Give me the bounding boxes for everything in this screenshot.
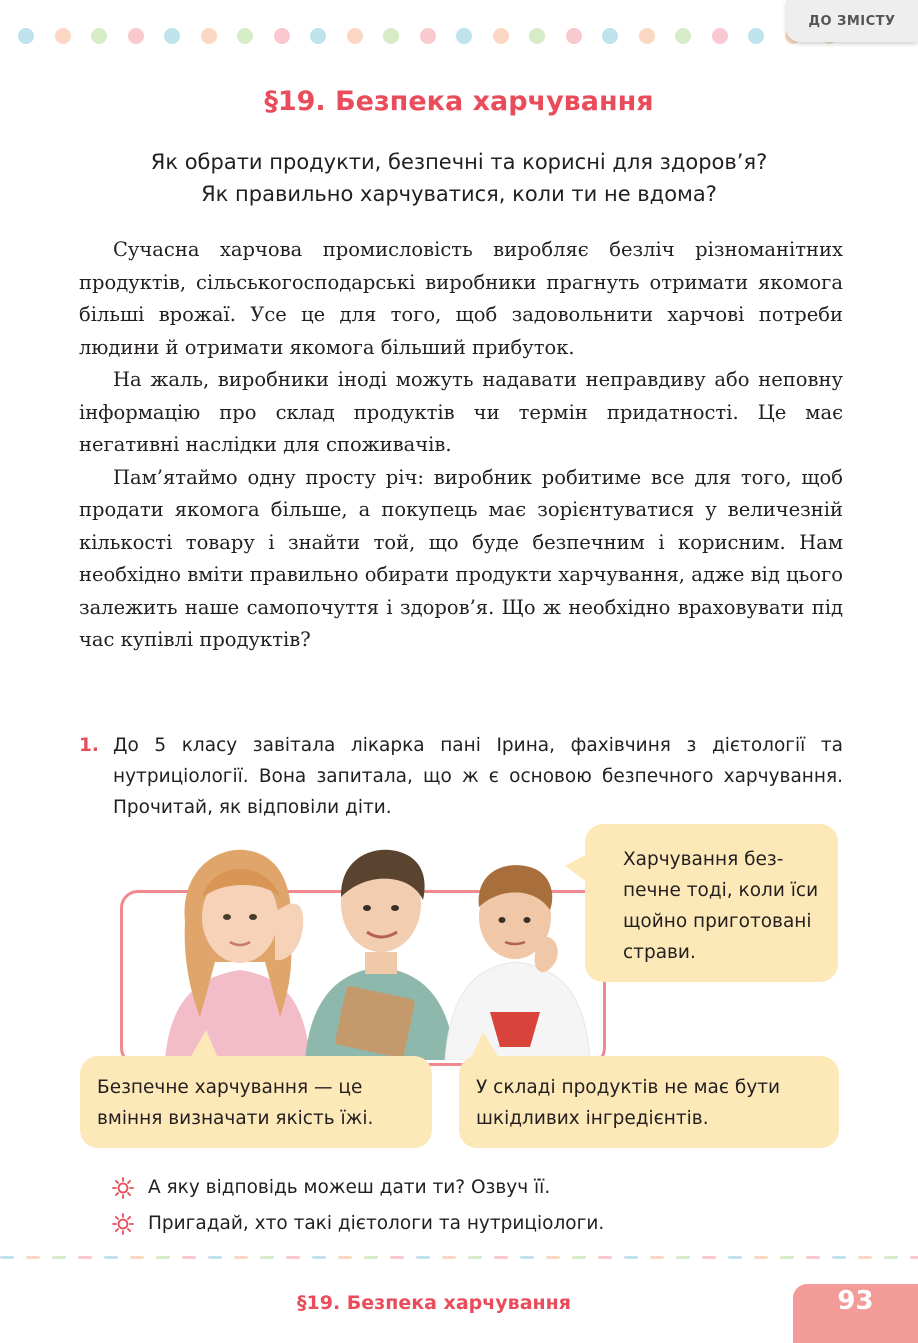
question-2: Як правильно харчуватися, коли ти не вдома? (201, 182, 717, 206)
divider-dash (208, 1256, 222, 1259)
divider-dash (286, 1256, 300, 1259)
task-text: До 5 класу завітала лікарка пані Ірина, фахівчиня з дієтології та нутриціології. Вона запитала, що ж є основою безпечного харчування. Прочитай, як відповіли діти. (113, 735, 843, 818)
paragraph-1: Сучасна харчова промисловість виробляє безліч різноманітних продуктів, сільськогосподарські виробники прагнуть отримати якомога більші врожаї. Усе це для того, щоб задовольнити харчові потреби людини й отримати якомога більший прибуток. (79, 238, 843, 359)
guiding-questions (60, 146, 858, 210)
decorative-dot (639, 28, 655, 44)
decorative-dot (529, 28, 545, 44)
page-number: 93 (793, 1284, 918, 1343)
divider-dash (156, 1256, 170, 1259)
divider-dash (780, 1256, 794, 1259)
divider-dash (494, 1256, 508, 1259)
divider-dash (728, 1256, 742, 1259)
page-title: §19. Безпека харчування (264, 86, 654, 117)
sun-icon (112, 1213, 134, 1235)
bullet-text: А яку відповідь можеш дати ти? Озвуч її. (148, 1177, 551, 1198)
bubble-right-text: Харчування безпечне тоді, коли їси щойно приготовані страви. (623, 849, 819, 963)
children-illustration (145, 842, 605, 1060)
divider-dash (468, 1256, 482, 1259)
bubble-middle-text: У складі продуктів не має бути шкідливих інгредієнтів. (476, 1077, 781, 1129)
divider-dash (0, 1256, 14, 1259)
decorative-dot-row (18, 28, 848, 48)
bullet-list (112, 1170, 852, 1242)
decorative-dot (675, 28, 691, 44)
paragraph-3: Пам’ятаймо одну просту річ: виробник робитиме все для того, щоб продати якомога більше, а покупець має зорієнтуватися у величезній кількості товару і знайти той, що буде безпечним і корисним. Нам необхідно вміти правильно обирати продукти харчування, адже від цього залежить наше самопочуття і здоров’я. Що ж необхідно враховувати під час купівлі продуктів? (79, 465, 843, 651)
divider-dash (910, 1256, 918, 1259)
decorative-dot (493, 28, 509, 44)
bubble-tail (190, 1030, 218, 1058)
divider-dash (520, 1256, 534, 1259)
divider-dash (546, 1256, 560, 1259)
decorative-dot (347, 28, 363, 44)
bubble-tail (565, 854, 587, 882)
sun-icon (112, 1177, 134, 1199)
bubble-left-text: Безпечне харчування — це вміння визначати якість їжі. (97, 1077, 374, 1129)
divider-dash (676, 1256, 690, 1259)
toc-link[interactable]: ДО ЗМІСТУ (786, 0, 918, 42)
divider-dash (130, 1256, 144, 1259)
divider-dash (806, 1256, 820, 1259)
divider-dash (832, 1256, 846, 1259)
divider-dash (416, 1256, 430, 1259)
divider-dash (52, 1256, 66, 1259)
divider-dash (702, 1256, 716, 1259)
decorative-dot (164, 28, 180, 44)
decorative-dot (18, 28, 34, 44)
decorative-dot (383, 28, 399, 44)
divider-dash (390, 1256, 404, 1259)
divider-dash (26, 1256, 40, 1259)
boy-right-figure (445, 865, 590, 1060)
divider-dash (260, 1256, 274, 1259)
speech-bubble-right (585, 824, 838, 982)
divider-dash (442, 1256, 456, 1259)
divider-dash (884, 1256, 898, 1259)
speech-bubble-middle (459, 1056, 839, 1148)
footer-divider (0, 1256, 918, 1260)
divider-dash (858, 1256, 872, 1259)
bubble-tail (471, 1032, 499, 1058)
decorative-dot (420, 28, 436, 44)
task-1 (79, 730, 843, 823)
decorative-dot (310, 28, 326, 44)
decorative-dot (566, 28, 582, 44)
divider-dash (78, 1256, 92, 1259)
decorative-dot (748, 28, 764, 44)
divider-dash (624, 1256, 638, 1259)
decorative-dot (55, 28, 71, 44)
decorative-dot (274, 28, 290, 44)
speech-bubble-left (80, 1056, 432, 1148)
main-text (79, 234, 843, 657)
bullet-text: Пригадай, хто такі дієтологи та нутриціологи. (148, 1213, 605, 1234)
divider-dash (234, 1256, 248, 1259)
boy-center-figure (305, 850, 455, 1060)
divider-dash (364, 1256, 378, 1259)
divider-dash (312, 1256, 326, 1259)
decorative-dot (456, 28, 472, 44)
decorative-dot (602, 28, 618, 44)
decorative-dot (91, 28, 107, 44)
list-item (112, 1206, 852, 1242)
question-1: Як обрати продукти, безпечні та корисні для здоров’я? (150, 150, 768, 174)
footer-title: §19. Безпека харчування (297, 1292, 571, 1314)
divider-dash (650, 1256, 664, 1259)
list-item (112, 1170, 852, 1206)
divider-dash (598, 1256, 612, 1259)
task-number: 1. (79, 735, 99, 756)
divider-dash (338, 1256, 352, 1259)
decorative-dot (201, 28, 217, 44)
paragraph-2: На жаль, виробники іноді можуть надавати неправдиву або неповну інформацію про склад продуктів чи термін придатності. Це має негативні наслідки для споживачів. (79, 368, 843, 456)
divider-dash (104, 1256, 118, 1259)
girl-figure (165, 850, 310, 1060)
decorative-dot (712, 28, 728, 44)
decorative-dot (128, 28, 144, 44)
decorative-dot (237, 28, 253, 44)
divider-dash (182, 1256, 196, 1259)
divider-dash (572, 1256, 586, 1259)
divider-dash (754, 1256, 768, 1259)
